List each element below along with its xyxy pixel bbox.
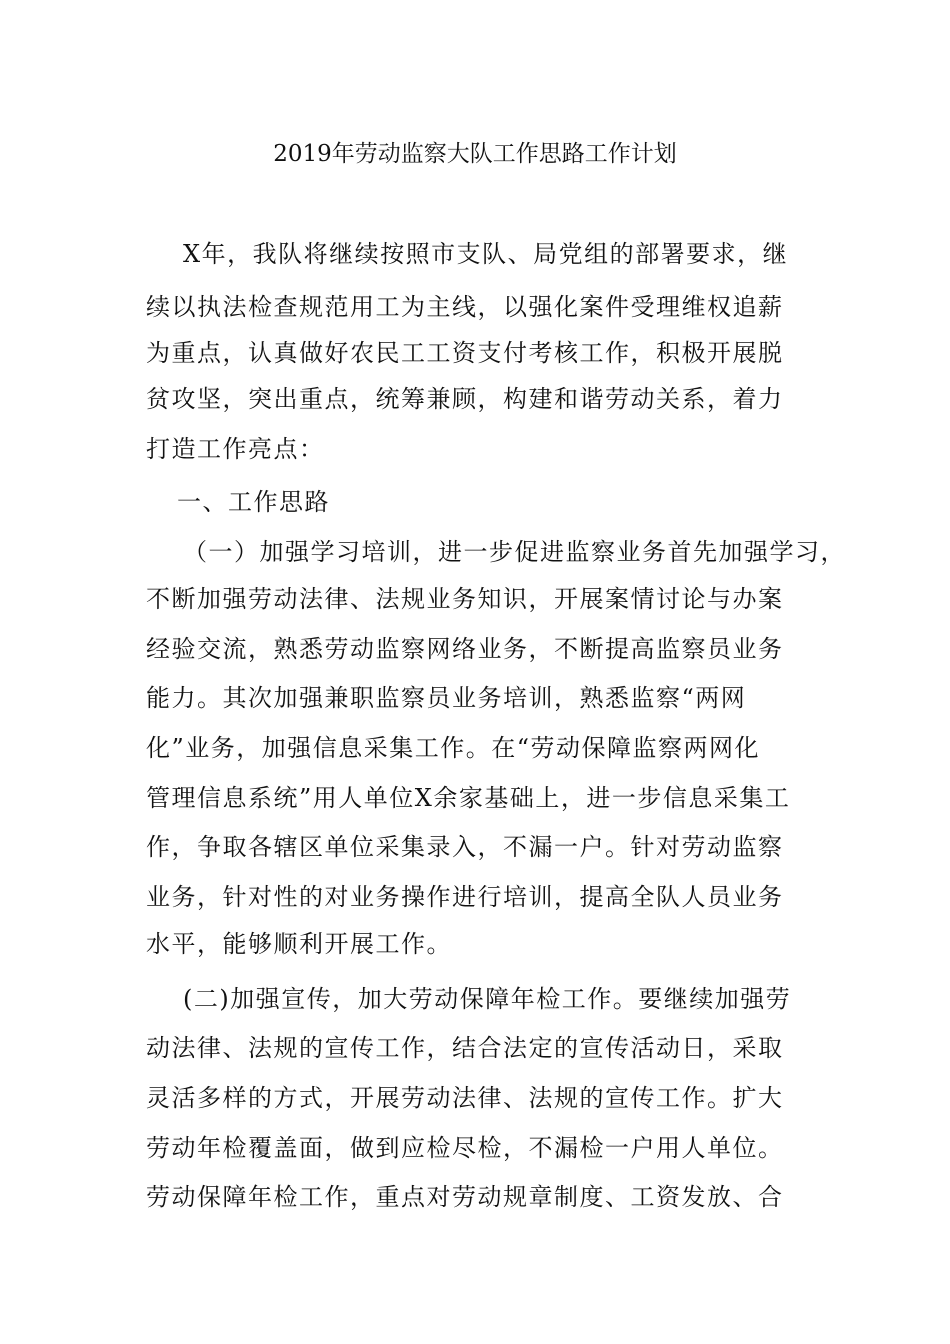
paragraph-line: 动法律、法规的宣传工作，结合法定的宣传活动日，采取 — [146, 1034, 784, 1062]
paragraph-line: 续以执法检查规范用工为主线，以强化案件受理维权追薪 — [146, 293, 784, 321]
document-title: 2019年劳动监察大队工作思路工作计划 — [273, 141, 677, 167]
paragraph-line: 打造工作亮点： — [146, 435, 325, 463]
paragraph-line: 经验交流，熟悉劳动监察网络业务，不断提高监察员业务 — [146, 635, 784, 663]
paragraph-line: 化”业务，加强信息采集工作。在“劳动保障监察两网化 — [146, 734, 761, 762]
paragraph-line: 不断加强劳动法律、法规业务知识，开展案情讨论与办案 — [146, 585, 784, 613]
paragraph-line: （一）加强学习培训，进一步促进监察业务首先加强学习， — [183, 538, 846, 566]
paragraph-line: 贫攻坚，突出重点，统筹兼顾，构建和谐劳动关系，着力 — [146, 385, 784, 413]
paragraph-line: 灵活多样的方式，开展劳动法律、法规的宣传工作。扩大 — [146, 1084, 784, 1112]
paragraph-line: 管理信息系统”用人单位X余家基础上，进一步信息采集工 — [146, 784, 791, 812]
paragraph-line: 水平，能够顺利开展工作。 — [146, 930, 452, 958]
paragraph-line: 业务，针对性的对业务操作进行培训，提高全队人员业务 — [146, 883, 784, 911]
paragraph-line: 作，争取各辖区单位采集录入，不漏一户。针对劳动监察 — [146, 833, 784, 861]
paragraph-line: 劳动年检覆盖面，做到应检尽检，不漏检一户用人单位。 — [146, 1134, 784, 1162]
paragraph-line: 劳动保障年检工作，重点对劳动规章制度、工资发放、合 — [146, 1183, 784, 1211]
paragraph-line: (二)加强宣传，加大劳动保障年检工作。要继续加强劳 — [183, 985, 792, 1013]
paragraph-line: 能力。其次加强兼职监察员业务培训，熟悉监察“两网 — [146, 684, 747, 712]
paragraph-line: 为重点，认真做好农民工工资支付考核工作，积极开展脱 — [146, 339, 784, 367]
paragraph-line: X年，我队将继续按照市支队、局党组的部署要求，继 — [183, 240, 789, 268]
section-heading: 一、工作思路 — [177, 488, 330, 516]
